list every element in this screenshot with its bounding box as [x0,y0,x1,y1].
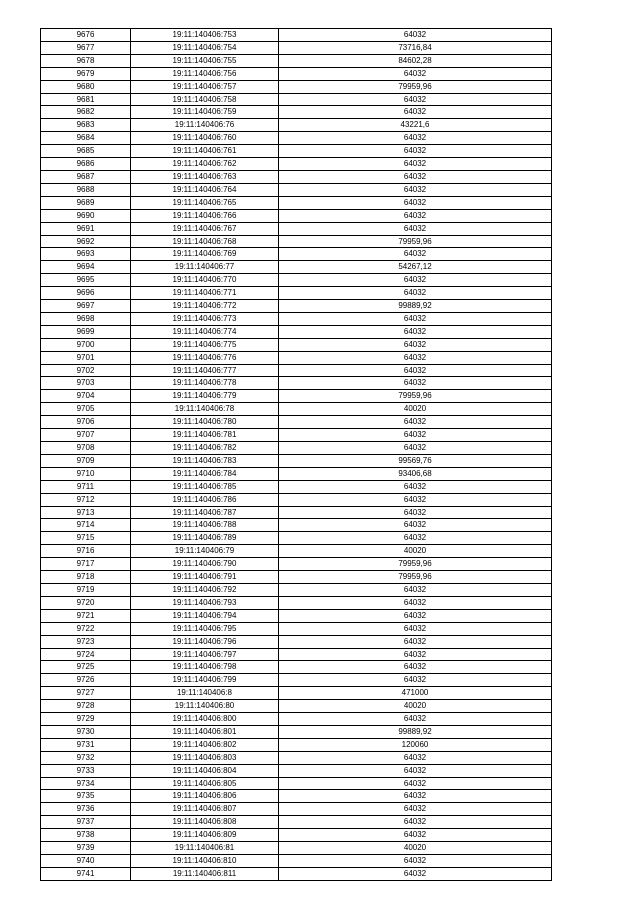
cadastral-number-cell: 19:11:140406:799 [131,674,279,687]
cadastral-number-cell: 19:11:140406:801 [131,725,279,738]
cadastral-number-cell: 19:11:140406:757 [131,80,279,93]
cadastral-number-cell: 19:11:140406:780 [131,416,279,429]
value-cell: 99889,92 [279,300,552,313]
cadastral-number-cell: 19:11:140406:807 [131,803,279,816]
cadastral-number-cell: 19:11:140406:77 [131,261,279,274]
row-number-cell: 9680 [41,80,131,93]
cadastral-number-cell: 19:11:140406:763 [131,170,279,183]
value-cell: 64032 [279,622,552,635]
cadastral-number-cell: 19:11:140406:796 [131,635,279,648]
cadastral-number-cell: 19:11:140406:789 [131,532,279,545]
row-number-cell: 9687 [41,170,131,183]
row-number-cell: 9714 [41,519,131,532]
cadastral-number-cell: 19:11:140406:79 [131,545,279,558]
table-row [41,429,552,442]
row-number-cell: 9728 [41,700,131,713]
table-row [41,145,552,158]
cadastral-number-cell: 19:11:140406:790 [131,558,279,571]
value-cell: 79959,96 [279,390,552,403]
cadastral-number-cell: 19:11:140406:755 [131,54,279,67]
table-row [41,377,552,390]
table-row [41,532,552,545]
table-row [41,842,552,855]
cadastral-number-cell: 19:11:140406:794 [131,609,279,622]
cadastral-number-cell: 19:11:140406:804 [131,764,279,777]
value-cell: 64032 [279,829,552,842]
table-row [41,274,552,287]
value-cell: 64032 [279,29,552,42]
cadastral-number-cell: 19:11:140406:761 [131,145,279,158]
value-cell: 64032 [279,222,552,235]
table-row [41,403,552,416]
value-cell: 79959,96 [279,80,552,93]
table-row [41,196,552,209]
cadastral-number-cell: 19:11:140406:80 [131,700,279,713]
table-row [41,312,552,325]
value-cell: 64032 [279,183,552,196]
row-number-cell: 9740 [41,855,131,868]
row-number-cell: 9678 [41,54,131,67]
value-cell: 64032 [279,274,552,287]
row-number-cell: 9723 [41,635,131,648]
value-cell: 64032 [279,596,552,609]
cadastral-number-cell: 19:11:140406:774 [131,325,279,338]
row-number-cell: 9683 [41,119,131,132]
value-cell: 99889,92 [279,725,552,738]
table-row [41,816,552,829]
table-row [41,596,552,609]
row-number-cell: 9727 [41,687,131,700]
cadastral-number-cell: 19:11:140406:753 [131,29,279,42]
cadastral-number-cell: 19:11:140406:773 [131,312,279,325]
cadastral-number-cell: 19:11:140406:793 [131,596,279,609]
row-number-cell: 9708 [41,442,131,455]
row-number-cell: 9726 [41,674,131,687]
row-number-cell: 9733 [41,764,131,777]
row-number-cell: 9711 [41,480,131,493]
table-row [41,300,552,313]
cadastral-number-cell: 19:11:140406:762 [131,158,279,171]
table-row [41,235,552,248]
cadastral-number-cell: 19:11:140406:772 [131,300,279,313]
cadastral-number-cell: 19:11:140406:78 [131,403,279,416]
row-number-cell: 9692 [41,235,131,248]
value-cell: 64032 [279,803,552,816]
row-number-cell: 9734 [41,777,131,790]
table-row [41,442,552,455]
value-cell: 64032 [279,713,552,726]
table-row [41,635,552,648]
table-row [41,687,552,700]
row-number-cell: 9717 [41,558,131,571]
table-row [41,132,552,145]
cadastral-number-cell: 19:11:140406:754 [131,41,279,54]
row-number-cell: 9677 [41,41,131,54]
row-number-cell: 9701 [41,351,131,364]
table-row [41,609,552,622]
cadastral-number-cell: 19:11:140406:785 [131,480,279,493]
value-cell: 64032 [279,248,552,261]
row-number-cell: 9730 [41,725,131,738]
row-number-cell: 9676 [41,29,131,42]
cadastral-number-cell: 19:11:140406:784 [131,467,279,480]
table-row [41,29,552,42]
cadastral-number-cell: 19:11:140406:756 [131,67,279,80]
value-cell: 64032 [279,532,552,545]
table-row [41,390,552,403]
cadastral-number-cell: 19:11:140406:76 [131,119,279,132]
table-row [41,467,552,480]
row-number-cell: 9736 [41,803,131,816]
cadastral-number-cell: 19:11:140406:791 [131,571,279,584]
cadastral-number-cell: 19:11:140406:795 [131,622,279,635]
table-row [41,506,552,519]
table-row [41,855,552,868]
cadastral-number-cell: 19:11:140406:805 [131,777,279,790]
row-number-cell: 9702 [41,364,131,377]
table-row [41,454,552,467]
row-number-cell: 9699 [41,325,131,338]
value-cell: 64032 [279,429,552,442]
row-number-cell: 9707 [41,429,131,442]
value-cell: 64032 [279,609,552,622]
table-row [41,209,552,222]
table-row [41,93,552,106]
table-row [41,41,552,54]
row-number-cell: 9688 [41,183,131,196]
cadastral-number-cell: 19:11:140406:759 [131,106,279,119]
table-row [41,700,552,713]
table-row [41,583,552,596]
table-row [41,558,552,571]
data-table [40,28,552,881]
table-row [41,119,552,132]
row-number-cell: 9695 [41,274,131,287]
table-row [41,829,552,842]
row-number-cell: 9718 [41,571,131,584]
table-row [41,80,552,93]
cadastral-number-cell: 19:11:140406:760 [131,132,279,145]
cadastral-number-cell: 19:11:140406:765 [131,196,279,209]
table-row [41,622,552,635]
value-cell: 54267,12 [279,261,552,274]
row-number-cell: 9722 [41,622,131,635]
cadastral-number-cell: 19:11:140406:766 [131,209,279,222]
row-number-cell: 9684 [41,132,131,145]
row-number-cell: 9739 [41,842,131,855]
table-row [41,777,552,790]
row-number-cell: 9686 [41,158,131,171]
value-cell: 64032 [279,338,552,351]
row-number-cell: 9700 [41,338,131,351]
table-row [41,571,552,584]
value-cell: 64032 [279,790,552,803]
value-cell: 64032 [279,364,552,377]
table-row [41,480,552,493]
value-cell: 43221,6 [279,119,552,132]
table-row [41,790,552,803]
cadastral-number-cell: 19:11:140406:803 [131,751,279,764]
row-number-cell: 9704 [41,390,131,403]
value-cell: 64032 [279,442,552,455]
value-cell: 64032 [279,648,552,661]
table-row [41,751,552,764]
row-number-cell: 9721 [41,609,131,622]
value-cell: 64032 [279,751,552,764]
table-row [41,338,552,351]
row-number-cell: 9732 [41,751,131,764]
value-cell: 64032 [279,209,552,222]
cadastral-number-cell: 19:11:140406:81 [131,842,279,855]
row-number-cell: 9741 [41,867,131,880]
row-number-cell: 9712 [41,493,131,506]
value-cell: 64032 [279,493,552,506]
value-cell: 64032 [279,674,552,687]
table-row [41,170,552,183]
table-row [41,364,552,377]
row-number-cell: 9710 [41,467,131,480]
row-number-cell: 9681 [41,93,131,106]
value-cell: 40020 [279,842,552,855]
row-number-cell: 9696 [41,287,131,300]
cadastral-number-cell: 19:11:140406:777 [131,364,279,377]
table-row [41,674,552,687]
row-number-cell: 9694 [41,261,131,274]
table-row [41,713,552,726]
table-row [41,493,552,506]
row-number-cell: 9719 [41,583,131,596]
value-cell: 64032 [279,867,552,880]
value-cell: 471000 [279,687,552,700]
row-number-cell: 9720 [41,596,131,609]
table-row [41,725,552,738]
table-row [41,287,552,300]
cadastral-number-cell: 19:11:140406:770 [131,274,279,287]
row-number-cell: 9691 [41,222,131,235]
table-row [41,738,552,751]
table-row [41,325,552,338]
cadastral-number-cell: 19:11:140406:776 [131,351,279,364]
value-cell: 64032 [279,377,552,390]
value-cell: 99569,76 [279,454,552,467]
cadastral-number-cell: 19:11:140406:792 [131,583,279,596]
value-cell: 93406,68 [279,467,552,480]
cadastral-number-cell: 19:11:140406:797 [131,648,279,661]
value-cell: 64032 [279,416,552,429]
value-cell: 40020 [279,700,552,713]
row-number-cell: 9735 [41,790,131,803]
cadastral-number-cell: 19:11:140406:798 [131,661,279,674]
cadastral-number-cell: 19:11:140406:808 [131,816,279,829]
row-number-cell: 9706 [41,416,131,429]
table-row [41,67,552,80]
cadastral-number-cell: 19:11:140406:802 [131,738,279,751]
row-number-cell: 9709 [41,454,131,467]
cadastral-number-cell: 19:11:140406:778 [131,377,279,390]
value-cell: 64032 [279,67,552,80]
table-row [41,416,552,429]
value-cell: 79959,96 [279,235,552,248]
row-number-cell: 9725 [41,661,131,674]
value-cell: 64032 [279,312,552,325]
row-number-cell: 9698 [41,312,131,325]
cadastral-number-cell: 19:11:140406:783 [131,454,279,467]
cadastral-number-cell: 19:11:140406:782 [131,442,279,455]
table-row [41,545,552,558]
value-cell: 73716,84 [279,41,552,54]
row-number-cell: 9724 [41,648,131,661]
value-cell: 64032 [279,196,552,209]
table-row [41,158,552,171]
value-cell: 40020 [279,403,552,416]
table-row [41,222,552,235]
row-number-cell: 9697 [41,300,131,313]
value-cell: 64032 [279,158,552,171]
table-body [41,29,552,881]
cadastral-number-cell: 19:11:140406:768 [131,235,279,248]
table-row [41,106,552,119]
cadastral-number-cell: 19:11:140406:775 [131,338,279,351]
cadastral-number-cell: 19:11:140406:758 [131,93,279,106]
table-row [41,54,552,67]
row-number-cell: 9685 [41,145,131,158]
table-row [41,764,552,777]
row-number-cell: 9705 [41,403,131,416]
cadastral-number-cell: 19:11:140406:786 [131,493,279,506]
value-cell: 79959,96 [279,571,552,584]
row-number-cell: 9713 [41,506,131,519]
value-cell: 64032 [279,325,552,338]
table-row [41,519,552,532]
cadastral-number-cell: 19:11:140406:8 [131,687,279,700]
value-cell: 64032 [279,145,552,158]
row-number-cell: 9703 [41,377,131,390]
cadastral-number-cell: 19:11:140406:781 [131,429,279,442]
value-cell: 79959,96 [279,558,552,571]
table-row [41,661,552,674]
value-cell: 64032 [279,661,552,674]
value-cell: 64032 [279,764,552,777]
value-cell: 64032 [279,132,552,145]
row-number-cell: 9679 [41,67,131,80]
row-number-cell: 9738 [41,829,131,842]
value-cell: 64032 [279,816,552,829]
table-row [41,261,552,274]
cadastral-number-cell: 19:11:140406:779 [131,390,279,403]
row-number-cell: 9693 [41,248,131,261]
value-cell: 120060 [279,738,552,751]
row-number-cell: 9716 [41,545,131,558]
value-cell: 84602,28 [279,54,552,67]
cadastral-number-cell: 19:11:140406:811 [131,867,279,880]
value-cell: 64032 [279,519,552,532]
value-cell: 64032 [279,93,552,106]
value-cell: 64032 [279,170,552,183]
value-cell: 64032 [279,635,552,648]
cadastral-number-cell: 19:11:140406:771 [131,287,279,300]
cadastral-number-cell: 19:11:140406:769 [131,248,279,261]
cadastral-number-cell: 19:11:140406:767 [131,222,279,235]
row-number-cell: 9729 [41,713,131,726]
table-row [41,183,552,196]
value-cell: 64032 [279,106,552,119]
value-cell: 64032 [279,506,552,519]
cadastral-number-cell: 19:11:140406:800 [131,713,279,726]
table-row [41,803,552,816]
cadastral-number-cell: 19:11:140406:764 [131,183,279,196]
cadastral-number-cell: 19:11:140406:810 [131,855,279,868]
row-number-cell: 9737 [41,816,131,829]
value-cell: 64032 [279,287,552,300]
value-cell: 64032 [279,351,552,364]
row-number-cell: 9689 [41,196,131,209]
row-number-cell: 9682 [41,106,131,119]
cadastral-number-cell: 19:11:140406:809 [131,829,279,842]
value-cell: 64032 [279,480,552,493]
cadastral-number-cell: 19:11:140406:806 [131,790,279,803]
value-cell: 40020 [279,545,552,558]
value-cell: 64032 [279,583,552,596]
table-row [41,351,552,364]
row-number-cell: 9715 [41,532,131,545]
value-cell: 64032 [279,855,552,868]
row-number-cell: 9690 [41,209,131,222]
value-cell: 64032 [279,777,552,790]
table-row [41,648,552,661]
row-number-cell: 9731 [41,738,131,751]
cadastral-number-cell: 19:11:140406:787 [131,506,279,519]
cadastral-number-cell: 19:11:140406:788 [131,519,279,532]
table-row [41,867,552,880]
table-row [41,248,552,261]
